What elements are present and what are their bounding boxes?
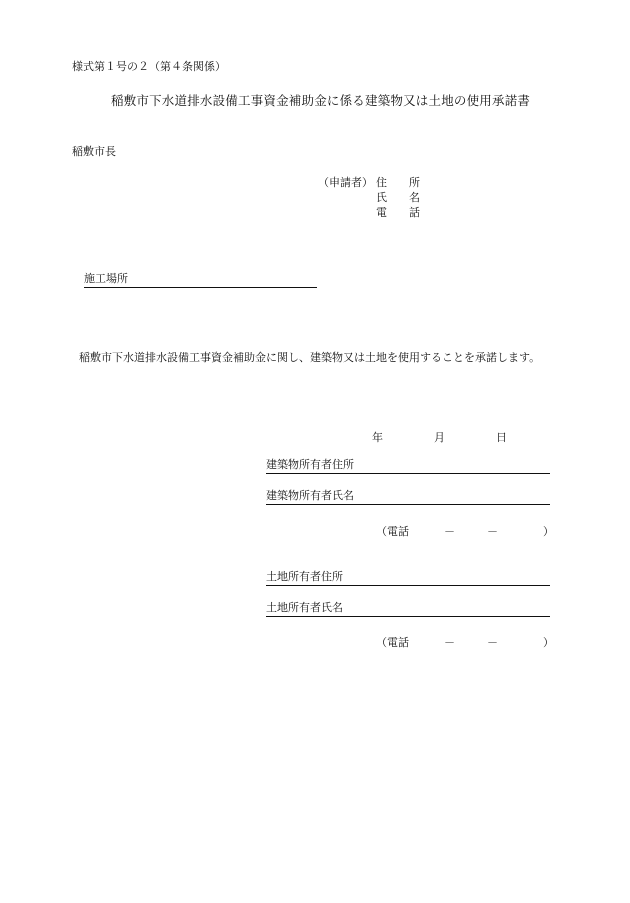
- building-owner-name-field[interactable]: [266, 488, 550, 505]
- building-owner-phone-close: ）: [543, 525, 554, 538]
- land-owner-phone-dash-2: －: [487, 636, 498, 649]
- applicant-phone-label: 電 話: [376, 206, 420, 219]
- construction-site-label: 施工場所: [84, 272, 128, 285]
- consent-text: 稲敷市下水道排水設備工事資金補助金に関し、建築物又は土地を使用することを承諾します。: [79, 351, 541, 364]
- addressee: 稲敷市長: [72, 145, 116, 158]
- building-owner-phone-dash-1: －: [444, 525, 455, 538]
- building-owner-phone-open: （電話: [376, 525, 409, 538]
- land-owner-name-label: 土地所有者氏名: [266, 601, 343, 614]
- form-number: 様式第１号の２（第４条関係）: [72, 60, 226, 73]
- land-owner-address-field[interactable]: [266, 569, 550, 586]
- building-owner-address-label: 建築物所有者住所: [266, 458, 354, 471]
- date-day: 日: [496, 431, 507, 444]
- building-owner-address-field[interactable]: [266, 457, 550, 474]
- land-owner-phone-open: （電話: [376, 636, 409, 649]
- document-title: 稲敷市下水道排水設備工事資金補助金に係る建築物又は土地の使用承諾書: [111, 93, 531, 108]
- date-year: 年: [372, 431, 383, 444]
- applicant-name-label: 氏 名: [376, 191, 420, 204]
- applicant-address-label: 住 所: [376, 176, 420, 189]
- date-month: 月: [434, 431, 445, 444]
- land-owner-phone-close: ）: [543, 636, 554, 649]
- applicant-label: （申請者）: [318, 176, 373, 189]
- land-owner-phone-dash-1: －: [444, 636, 455, 649]
- land-owner-name-field[interactable]: [266, 600, 550, 617]
- building-owner-phone-dash-2: －: [487, 525, 498, 538]
- construction-site-field[interactable]: [84, 271, 317, 288]
- building-owner-name-label: 建築物所有者氏名: [266, 489, 354, 502]
- land-owner-address-label: 土地所有者住所: [266, 570, 343, 583]
